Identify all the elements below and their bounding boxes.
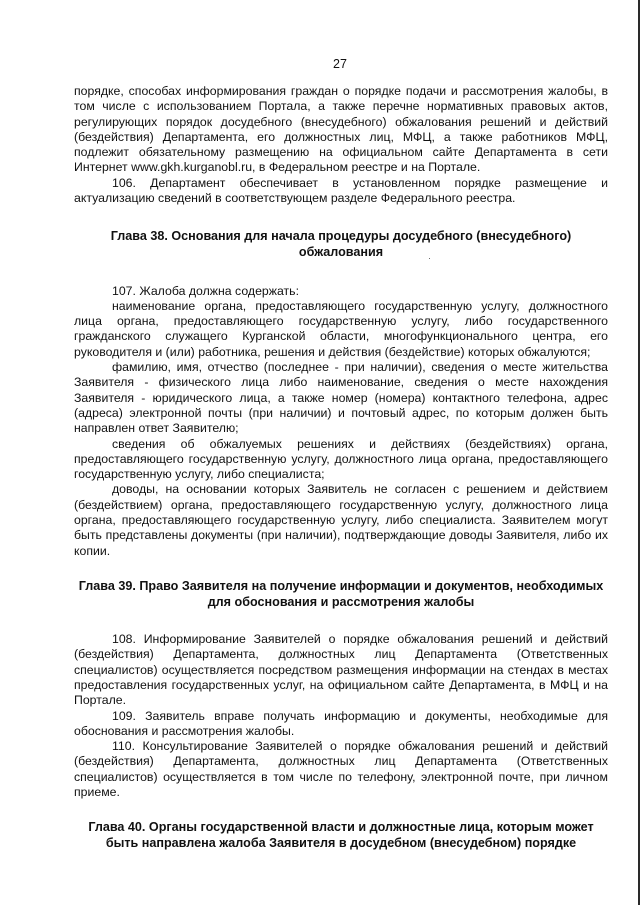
paragraph-109: 109. Заявитель вправе получать информацию и документы, необходимые для обоснования и рассмотрения жалобы. bbox=[74, 708, 608, 738]
page-number: 27 bbox=[333, 57, 347, 71]
paragraph-106: 106. Департамент обеспечивает в установленном порядке размещение и актуализацию сведений в соответствующем разделе Федерального реестра. bbox=[74, 175, 608, 206]
scan-speck: · bbox=[428, 253, 431, 263]
paragraph-110: 110. Консультирование Заявителей о порядке обжалования решений и действий (бездействия) Департамента, должностных лиц Департамента (Ответственных специалистов) осуществляется в том числе по телефону, электронной почте, при личном приеме. bbox=[74, 739, 608, 800]
chapter-38-heading: Глава 38. Основания для начала процедуры досудебного (внесудебного) обжалования bbox=[110, 229, 572, 259]
paragraph-107-item-4: доводы, на основании которых Заявитель не согласен с решением и действием (бездействием) органа, предоставляющего государственную услугу, должностного лица органа, предоставляющего государственную услугу, либо специалиста. Заявителем могут быть представлены документы (при наличии), подтверждающие доводы Заявителя, либо их копии. bbox=[74, 482, 608, 558]
paragraph-108: 108. Информирование Заявителей о порядке обжалования решений и действий (бездействия) Департамента, должностных лиц Департамента (Ответственных специалистов) осуществляется посредством размещения информации на стендах в местах предоставления государственных услуг, на официальном сайте Департамента, в МФЦ и на Портале. bbox=[74, 632, 608, 708]
paragraph-107-intro: 107. Жалоба должна содержать: bbox=[112, 283, 299, 298]
paragraph-107-item-3: сведения об обжалуемых решениях и действиях (бездействиях) органа, предоставляющего государственную услугу, должностного лица органа, предоставляющего государственную услугу, либо специалиста; bbox=[74, 436, 608, 482]
chapter-40-heading: Глава 40. Органы государственной власти и должностные лица, которым может быть направлена жалоба Заявителя в досудебном (внесудебном) порядке bbox=[88, 820, 594, 850]
paragraph-105-continuation: порядке, способах информирования граждан о порядке подачи и рассмотрения жалобы, в том числе с использованием Портала, а также перечне нормативных правовых актов, регулирующих порядок досудебного (внесудебного) обжалования решений и действий (бездействия) Департамента, его должностных лиц, МФЦ, а также работников МФЦ, подлежит обязательному размещению на официальном сайте Департамента в сети Интернет www.gkh.kurganobl.ru, в Федеральном реестре и на Портале. bbox=[74, 84, 608, 175]
document-body bbox=[74, 84, 608, 852]
paragraph-107-item-1: наименование органа, предоставляющего государственную услугу, должностного лица органа, предоставляющего государственную услугу, либо государственного гражданского служащего Курганской области, многофункционального центра, его руководителя и (или) работника, решения и действия (бездействие) которых обжалуются; bbox=[74, 298, 608, 359]
paragraph-107-item-2: фамилию, имя, отчество (последнее - при наличии), сведения о месте жительства Заявителя - физического лица либо наименование, сведения о месте нахождения Заявителя - юридического лица, а также номер (номера) контактного телефона, адрес (адреса) электронной почты (при наличии) и почтовый адрес, по которым должен быть направлен ответ Заявителю; bbox=[74, 360, 608, 436]
chapter-39-heading: Глава 39. Право Заявителя на получение информации и документов, необходимых для обоснования и рассмотрения жалобы bbox=[78, 578, 604, 609]
